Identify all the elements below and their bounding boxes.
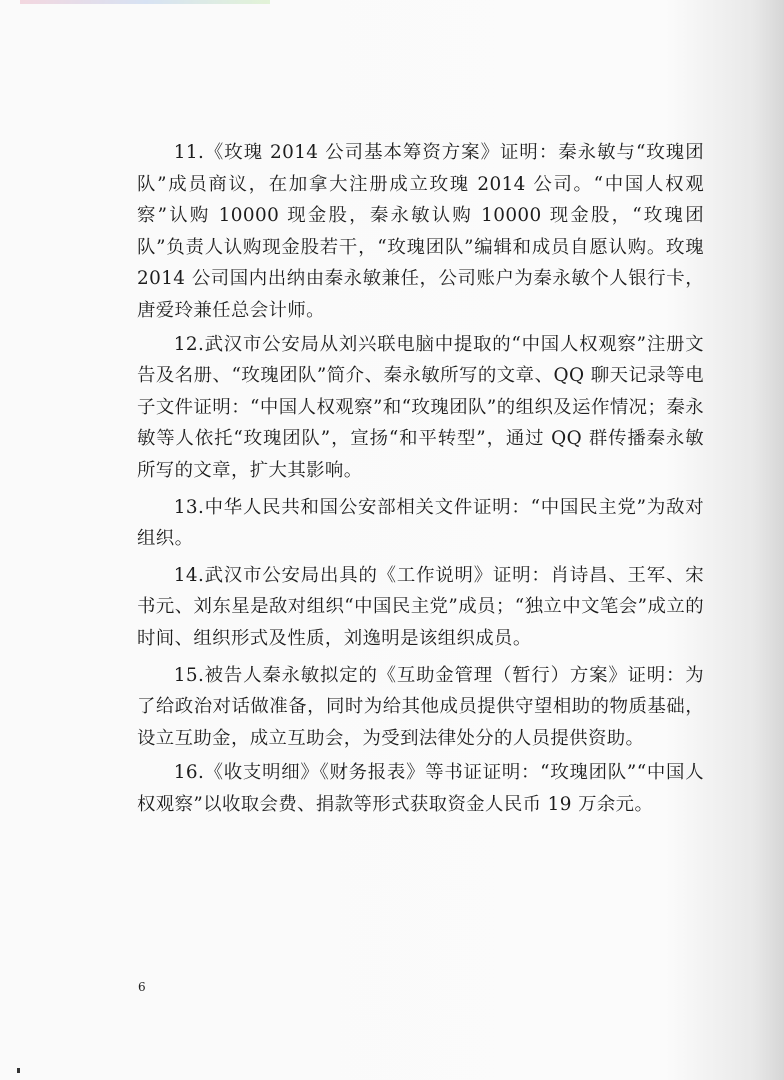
scan-mark	[17, 1068, 20, 1073]
paragraph-13: 13.中华人民共和国公安部相关文件证明：“中国民主党”为敌对组织。	[137, 496, 704, 550]
page-number: 6	[138, 980, 146, 994]
paragraph-15: 15.被告人秦永敏拟定的《互助金管理（暂行）方案》证明：为了给政治对话做准备，同时为给其他成员提供守望相助的物质基础，设立互助金，成立互助会，为受到法律处分的人员提供资助。	[137, 664, 704, 749]
paragraph-14: 14.武汉市公安局出具的《工作说明》证明：肖诗昌、王军、宋书元、刘东星是敌对组织“中国民主党”成员；“独立中文笔会”成立的时间、组织形式及性质，刘逸明是该组织成员。	[137, 564, 704, 649]
paragraph-11: 11.《玫瑰 2014 公司基本筹资方案》证明：秦永敏与“玫瑰团队”成员商议，在加拿大注册成立玫瑰 2014 公司。“中国人权观察”认购 10000 现金股，秦永敏认购 10000 现金股，“玫瑰团队”负责人认购现金股若干，“玫瑰团队”编辑和成员自愿认购。玫瑰 2014 公司国内出纳由秦永敏兼任，公司账户为秦永敏个人银行卡，唐爱玲兼任总会计师。	[137, 142, 704, 321]
paragraph-12: 12.武汉市公安局从刘兴联电脑中提取的“中国人权观察”注册文告及名册、“玫瑰团队”简介、秦永敏所写的文章、QQ 聊天记录等电子文件证明：“中国人权观察”和“玫瑰团队”的组织及运作情况；秦永敏等人依托“玫瑰团队”，宣扬“和平转型”，通过 QQ 群传播秦永敏所写的文章，扩大其影响。	[137, 333, 704, 481]
scan-edge-strip	[20, 0, 270, 4]
paragraph-16: 16.《收支明细》《财务报表》等书证证明：“玫瑰团队”“中国人权观察”以收取会费、捐款等形式获取资金人民币 19 万余元。	[137, 762, 704, 815]
document-body	[137, 137, 704, 820]
